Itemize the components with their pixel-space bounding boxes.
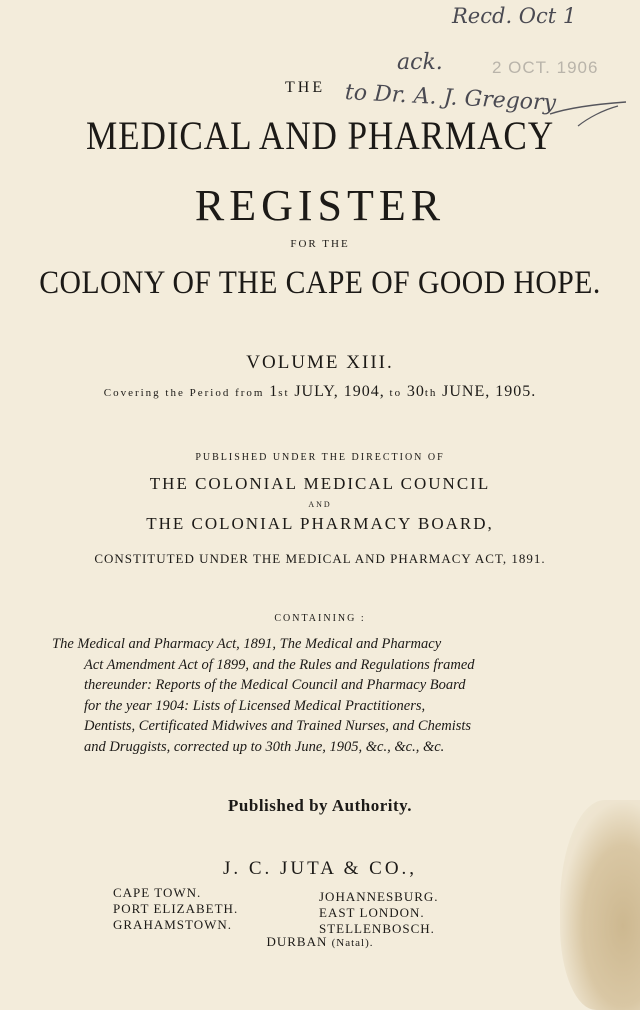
- paper-stain: [560, 800, 640, 1010]
- city-johannesburg: JOHANNESBURG.: [319, 889, 439, 904]
- natal-label: (Natal).: [331, 937, 374, 949]
- contents-description: [52, 634, 548, 757]
- coverage-start-date: JULY, 1904,: [294, 383, 385, 400]
- handwritten-ack-note: ack.: [397, 50, 443, 75]
- published-by-authority: Published by Authority.: [228, 796, 412, 815]
- city-grahamstown: GRAHAMSTOWN.: [113, 917, 233, 932]
- title-for-the: FOR THE: [290, 238, 350, 250]
- durban-label: DURBAN: [266, 934, 328, 949]
- publisher-cities-left: [113, 885, 238, 933]
- handwritten-received-note: Recd. Oct 1: [452, 4, 577, 28]
- pharmacy-board-name: THE COLONIAL PHARMACY BOARD,: [146, 514, 494, 533]
- city-port-elizabeth: PORT ELIZABETH.: [113, 901, 239, 916]
- coverage-to: to: [389, 387, 403, 399]
- contents-line: for the year 1904: Lists of Licensed Medical Practitioners,: [84, 697, 426, 714]
- coverage-covering: Covering the Period from: [103, 387, 265, 399]
- coverage-end-suffix: th: [424, 387, 438, 399]
- coverage-period: [0, 383, 640, 401]
- contents-line: The Medical and Pharmacy Act, 1891, The Medical and Pharmacy: [52, 636, 442, 652]
- handwritten-donor-note: to Dr. A. J. Gregory: [344, 80, 557, 117]
- contents-line: Dentists, Certificated Midwives and Trained Nurses, and Chemists: [84, 718, 472, 734]
- city-durban: [0, 934, 640, 950]
- title-line-medical-and-pharmacy: MEDICAL AND PHARMACY: [85, 113, 555, 158]
- volume-number: VOLUME XIII.: [246, 352, 394, 373]
- coverage-end-date: JUNE, 1905.: [442, 383, 537, 400]
- city-east-london: EAST LONDON.: [319, 905, 425, 920]
- city-cape-town: CAPE TOWN.: [113, 885, 202, 900]
- date-stamp: 2 OCT. 1906: [492, 58, 599, 77]
- title-the: THE: [285, 79, 326, 96]
- title-line-colony: COLONY OF THE CAPE OF GOOD HOPE.: [39, 265, 601, 301]
- title-line-register: REGISTER: [194, 181, 446, 230]
- containing-heading: CONTAINING :: [274, 613, 366, 624]
- constituted-under-act: CONSTITUTED UNDER THE MEDICAL AND PHARMACY ACT, 1891.: [94, 551, 546, 566]
- contents-line: thereunder: Reports of the Medical Council and Pharmacy Board: [84, 677, 466, 693]
- contents-line: Act Amendment Act of 1899, and the Rules and Regulations framed: [84, 656, 475, 673]
- coverage-start-suffix: st: [278, 387, 290, 399]
- contents-line: and Druggists, corrected up to 30th June, 1905, &c., &c., &c.: [84, 738, 445, 755]
- published-under-direction: PUBLISHED UNDER THE DIRECTION OF: [195, 452, 445, 463]
- publisher-cities-right: [319, 889, 439, 937]
- and-conjunction: AND: [308, 500, 332, 509]
- coverage-start-day: 1: [269, 383, 279, 400]
- coverage-end-day: 30: [406, 383, 425, 400]
- medical-council-name: THE COLONIAL MEDICAL COUNCIL: [149, 474, 491, 493]
- publisher-name: J. C. JUTA & CO.,: [222, 858, 418, 879]
- city-stellenbosch: STELLENBOSCH.: [319, 921, 435, 936]
